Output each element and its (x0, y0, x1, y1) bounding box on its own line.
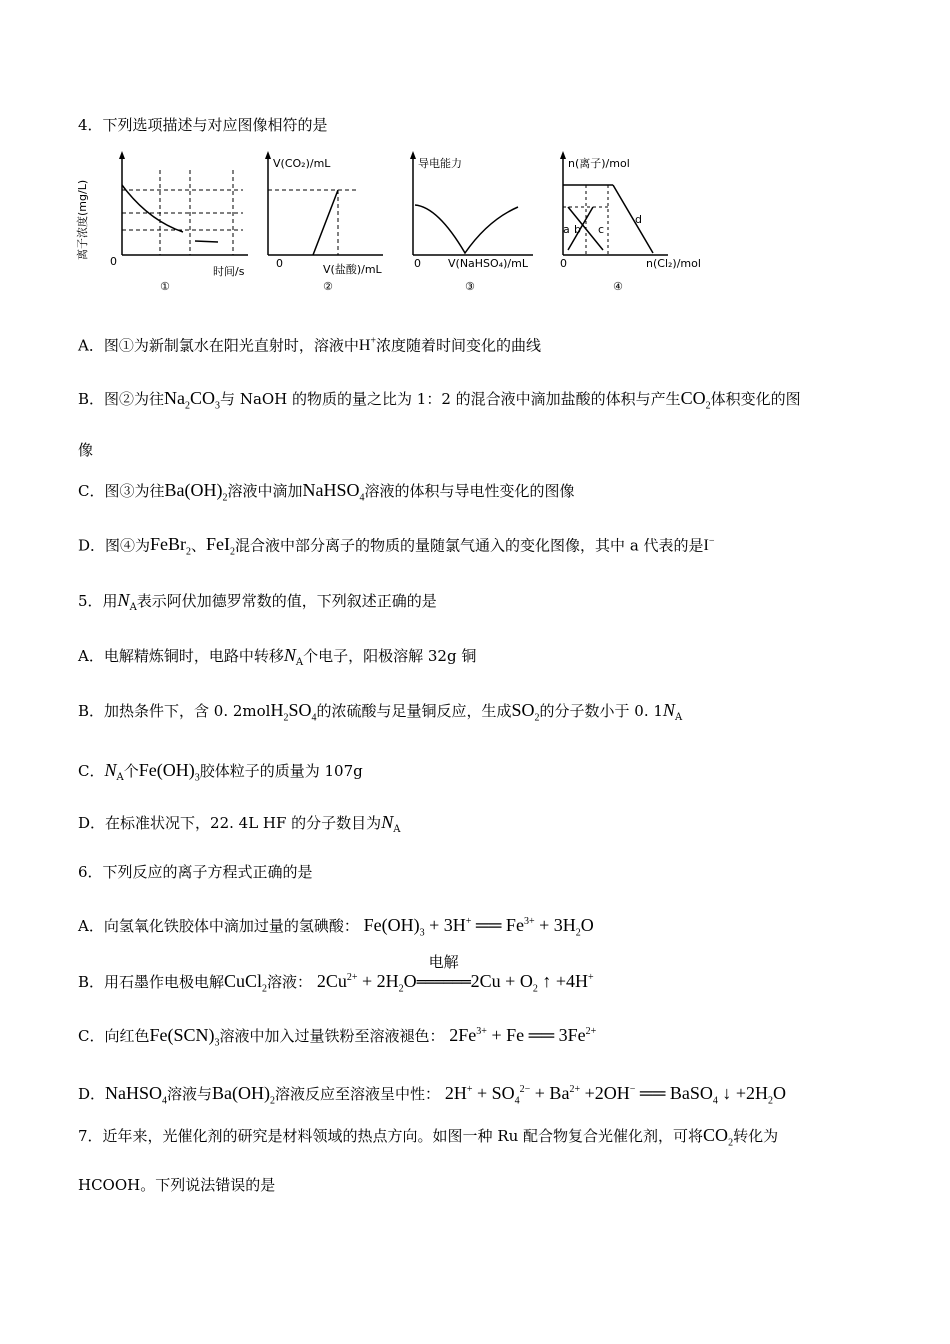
q6-option-a: A．向氢氧化铁胶体中滴加过量的氢碘酸： $Fe(OH)_3 + 3H^+$ ══ $Fe^{3+} + 3H_2O$ (78, 915, 594, 939)
q6-option-d: D．NaHSO$_4$溶液与$Ba(OH)_2$溶液反应至溶液呈中性： $2H^+ + SO_4^{2-} + Ba^{2+} +2OH^-$ ══ BaSO$_4$ ↓ $+2H_2O$ (78, 1083, 787, 1107)
fig3-xlabel: V(NaHSO₄)/mL (448, 257, 528, 270)
fig2-origin: 0 (276, 257, 283, 270)
fig4-label-a: a (563, 223, 570, 236)
q6-option-c: C．向红色$Fe(SCN)_3$溶液中加入过量铁粉至溶液褪色： $2Fe^{3+} + Fe$ ══ $3Fe^{2+}$ (78, 1025, 597, 1049)
q7-line-1: 7．近年来，光催化剂的研究是材料领域的热点方向。如图一种 Ru 配合物复合光催化剂，可将$CO_2$转化为 (78, 1125, 779, 1149)
q4-option-b-cont: 像 (78, 441, 94, 459)
q4-option-b: B．图②为往$Na_2CO_3$与 NaOH 的物质的量之比为 1：2 的混合液中滴加盐酸的体积与产生$CO_2$体积变化的图 (78, 388, 801, 412)
q7-line-2: HCOOH。下列说法错误的是 (78, 1176, 276, 1194)
figure-1 (75, 151, 248, 293)
fig4-label-b: b (574, 223, 581, 236)
fig3-ylabel: 导电能力 (418, 157, 462, 170)
fig2-num: ② (323, 280, 333, 293)
fig1-ylabel: 离子浓度(mg/L) (76, 179, 89, 260)
q4-option-d: D．图④为FeBr$_2$、FeI$_2$混合液中部分离子的物质的量随氯气通入的变化图像，其中 a 代表的是I− (78, 534, 715, 558)
fig4-num: ④ (613, 280, 623, 293)
fig4-origin: 0 (560, 257, 567, 270)
figure-3 (410, 151, 533, 293)
q5-stem: 5．用$N_A$表示阿伏加德罗常数的值，下列叙述正确的是 (78, 590, 437, 613)
fig4-label-d: d (635, 213, 642, 226)
q5-option-b: B．加热条件下，含 0. $2molH_2SO_4$的浓硫酸与足量铜反应，生成$SO_2$的分子数小于 0. $1N_A$ (78, 700, 683, 724)
q5-option-d: D．在标准状况下，22. 4L HF 的分子数目为$N_A$ (78, 812, 401, 835)
q6-stem: 6．下列反应的离子方程式正确的是 (78, 863, 313, 881)
q4-option-a: A．图①为新制氯水在阳光直射时，溶液中H+浓度随着时间变化的曲线 (78, 336, 542, 355)
fig3-origin: 0 (414, 257, 421, 270)
q5-option-c: C．$N_A$个$Fe(OH)_3$胶体粒子的质量为 107g (78, 760, 363, 784)
q5-option-a: A．电解精炼铜时，电路中转移$N_A$个电子，阳极溶解 32g 铜 (78, 645, 477, 668)
fig2-ylabel: V(CO₂)/mL (273, 157, 331, 170)
fig4-ylabel: n(离子)/mol (568, 157, 630, 170)
fig4-xlabel: n(Cl₂)/mol (646, 257, 701, 270)
q4-option-c: C．图③为往$Ba(OH)_2$溶液中滴加NaHSO$_4$溶液的体积与导电性变化的图像 (78, 480, 575, 504)
q4-figures (78, 145, 718, 295)
fig3-num: ③ (465, 280, 475, 293)
q4-stem: 4．下列选项描述与对应图像相符的是 (78, 116, 328, 134)
fig1-origin: 0 (110, 255, 117, 268)
fig4-label-c: c (598, 223, 605, 236)
fig1-xlabel: 时间/s (213, 265, 245, 278)
fig1-num: ① (160, 280, 170, 293)
q6-option-b: B．用石墨作电极电解CuCl$_2$溶液： $2Cu^{2+} + 2H_2O$ 电解 ══════2Cu + $O_2$ ↑ +4H+ (78, 953, 594, 995)
figure-2 (265, 151, 383, 293)
figure-4 (560, 151, 701, 293)
fig2-xlabel: V(盐酸)/mL (323, 263, 382, 276)
